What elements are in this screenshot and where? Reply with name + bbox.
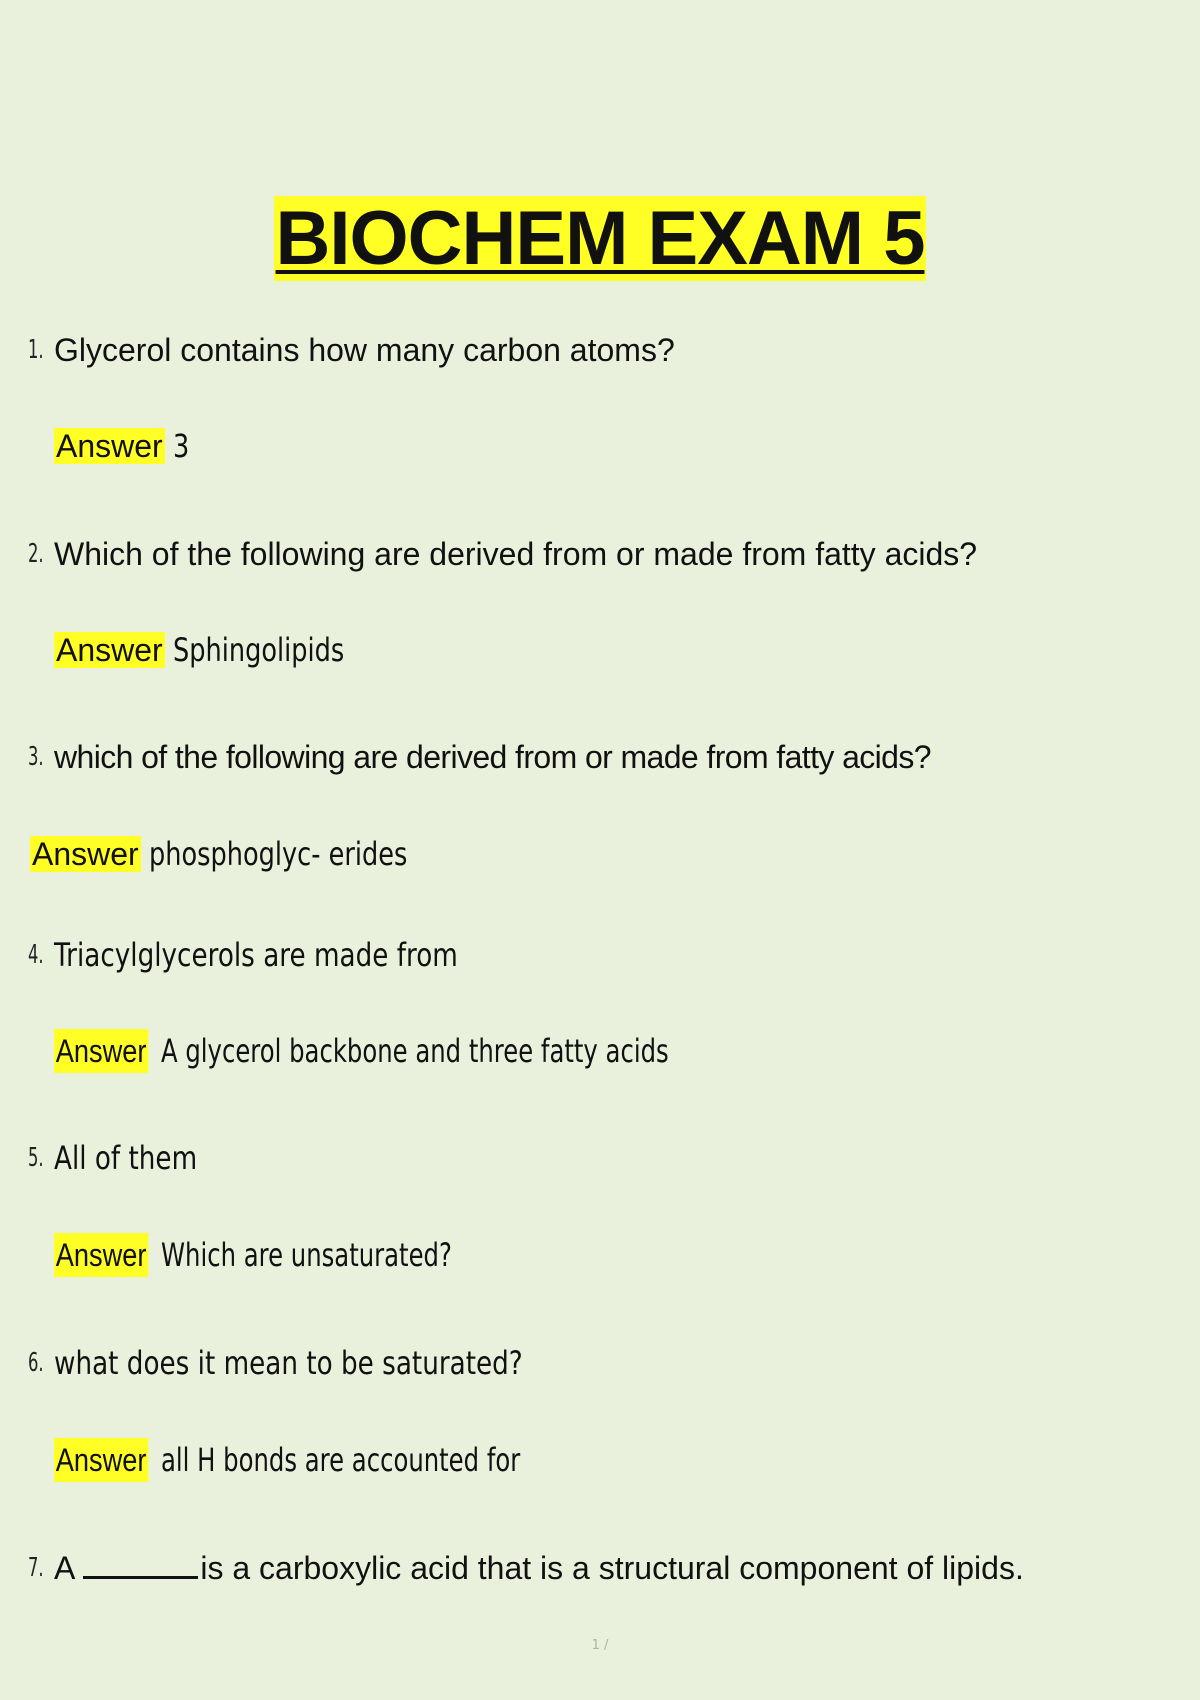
page-number: 1 / bbox=[591, 1638, 609, 1653]
question-text: All of them bbox=[54, 1139, 198, 1177]
answer-value: Which are unsaturated? bbox=[160, 1236, 452, 1274]
answer-value: 3 bbox=[172, 427, 189, 465]
question-text-start: A bbox=[54, 1550, 76, 1586]
document-title bbox=[0, 198, 1200, 280]
answer-label: Answer bbox=[56, 428, 163, 464]
answer-value: phosphoglyc- erides bbox=[148, 835, 408, 873]
question-text: what does it mean to be saturated? bbox=[54, 1344, 523, 1382]
fill-in-blank bbox=[83, 1546, 198, 1579]
question-number: 4. bbox=[28, 940, 44, 970]
answer-label: Answer bbox=[54, 1029, 148, 1073]
question-number: 3. bbox=[28, 742, 44, 772]
question-number: 6. bbox=[28, 1348, 44, 1378]
answer-label: Answer bbox=[56, 632, 163, 668]
question-text bbox=[54, 1546, 1024, 1590]
answer-label: Answer bbox=[54, 1438, 148, 1482]
question-text: Glycerol contains how many carbon atoms? bbox=[54, 332, 675, 368]
question-number: 7. bbox=[28, 1553, 44, 1583]
answer-value: Sphingolipids bbox=[172, 631, 344, 669]
title-text: BIOCHEM EXAM 5 bbox=[275, 196, 925, 281]
question-number: 1. bbox=[28, 335, 44, 365]
question-text-end: is a carboxylic acid that is a structural component of lipids. bbox=[200, 1550, 1024, 1586]
answer-value: all H bonds are accounted for bbox=[160, 1441, 520, 1479]
question-text: Which of the following are derived from or made from fatty acids? bbox=[54, 536, 978, 572]
question-text: which of the following are derived from or made from fatty acids? bbox=[54, 739, 931, 775]
answer-label: Answer bbox=[32, 836, 139, 872]
question-number: 2. bbox=[28, 539, 44, 569]
question-number: 5. bbox=[28, 1143, 44, 1173]
question-text: Triacylglycerols are made from bbox=[54, 936, 458, 974]
answer-label: Answer bbox=[54, 1233, 148, 1277]
answer-value: A glycerol backbone and three fatty acids bbox=[160, 1032, 669, 1070]
